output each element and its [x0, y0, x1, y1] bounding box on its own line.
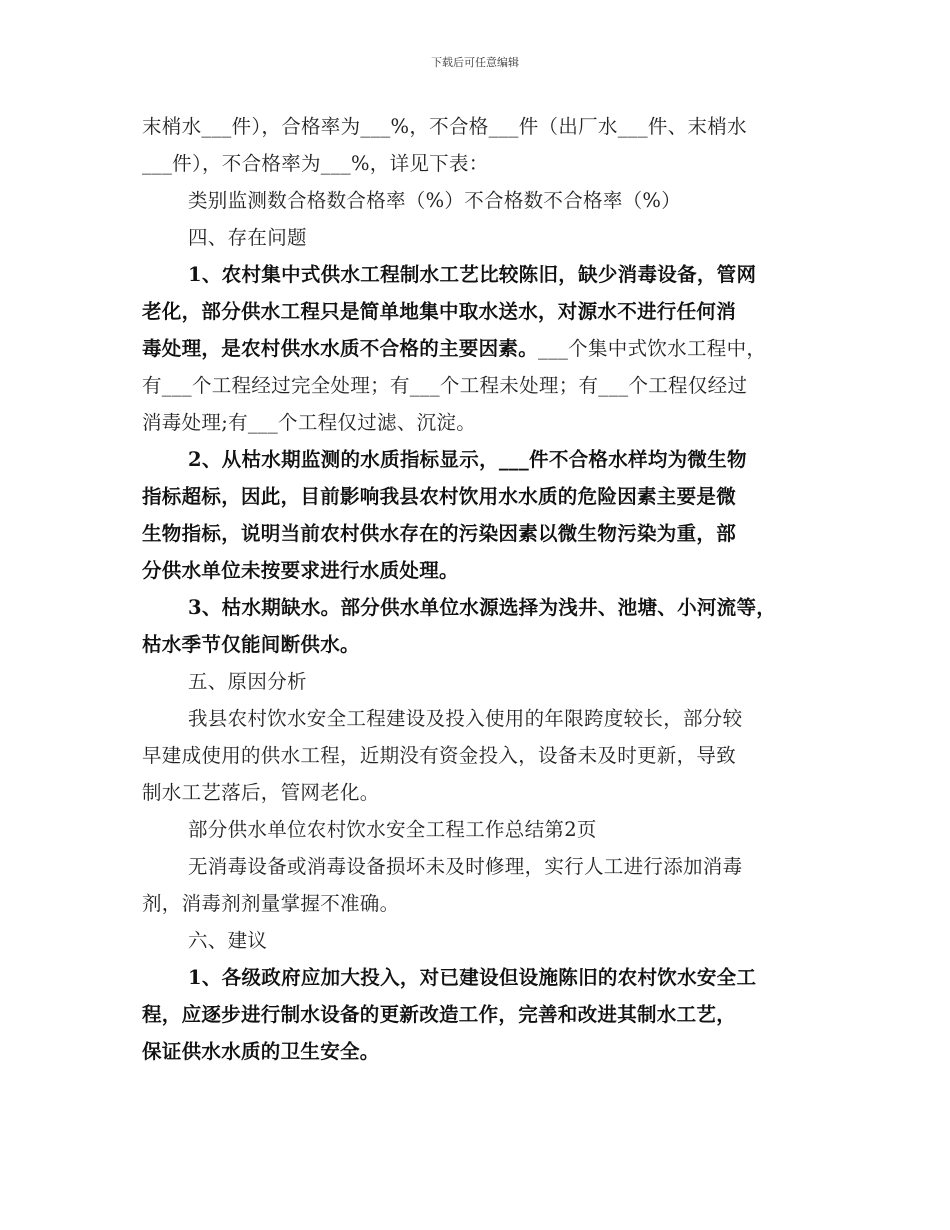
page-marker: 部分供水单位农村饮水安全工程工作总结第2页	[188, 818, 597, 841]
problem-2-line-3: 生物指标，说明当前农村供水存在的污染因素以微生物污染为重，部	[142, 522, 737, 545]
body-line-2: ___件），不合格率为___%，详见下表：	[142, 152, 489, 175]
causes-line-2: 早建成使用的供水工程，近期没有资金投入，设备未及时更新，导致	[142, 744, 737, 767]
problem-1-line-3-bold: 毒处理，是农村供水水质不合格的主要因素。	[142, 337, 539, 360]
problem-2-line-2: 指标超标，因此，目前影响我县农村饮用水水质的危险因素主要是微	[142, 485, 737, 508]
page-header: 下载后可任意编辑	[431, 56, 519, 69]
section-heading-suggestions: 六、建议	[188, 929, 268, 952]
causes-line-5: 剂，消毒剂剂量掌握不准确。	[142, 892, 400, 915]
suggestion-1-line-2: 程，应逐步进行制水设备的更新改造工作，完善和改进其制水工艺，	[142, 1003, 737, 1026]
document-body	[142, 108, 814, 1070]
problem-1-line-3-tail: ___个集中式饮水工程中，	[538, 337, 767, 360]
section-heading-causes: 五、原因分析	[188, 670, 307, 693]
problem-3-line-1: 3、枯水期缺水。部分供水单位水源选择为浅井、池塘、小河流等，	[188, 596, 777, 619]
suggestion-1-line-1: 1、各级政府应加大投入，对已建设但设施陈旧的农村饮水安全工	[188, 966, 757, 989]
causes-line-3: 制水工艺落后，管网老化。	[142, 781, 380, 804]
problem-2-line-4: 分供水单位未按要求进行水质处理。	[142, 559, 459, 582]
problem-1-line-2: 老化，部分供水工程只是简单地集中取水送水，对源水不进行任何消	[142, 300, 737, 323]
problem-1-line-5: 消毒处理;有___个工程仅过滤、沉淀。	[142, 411, 477, 434]
table-header-line: 类别监测数合格数合格率（%）不合格数不合格率（%）	[188, 189, 682, 212]
problem-1-line-3	[142, 330, 814, 367]
problem-3-line-2: 枯水季节仅能间断供水。	[142, 633, 360, 656]
body-line-1: 末梢水___件），合格率为___%，不合格___件（出厂水___件、末梢水	[142, 115, 747, 138]
problem-2-line-1: 2、从枯水期监测的水质指标显示，___件不合格水样均为微生物	[188, 448, 747, 471]
section-heading-problems: 四、存在问题	[188, 226, 307, 249]
problem-1-line-4: 有___个工程经过完全处理；有___个工程未处理；有___个工程仅经过	[142, 374, 748, 397]
problem-1-line-1: 1、农村集中式供水工程制水工艺比较陈旧，缺少消毒设备，管网	[188, 263, 757, 286]
causes-line-1: 我县农村饮水安全工程建设及投入使用的年限跨度较长，部分较	[188, 707, 743, 730]
causes-line-4: 无消毒设备或消毒设备损坏未及时修理，实行人工进行添加消毒	[188, 855, 743, 878]
suggestion-1-line-3: 保证供水水质的卫生安全。	[142, 1040, 380, 1063]
